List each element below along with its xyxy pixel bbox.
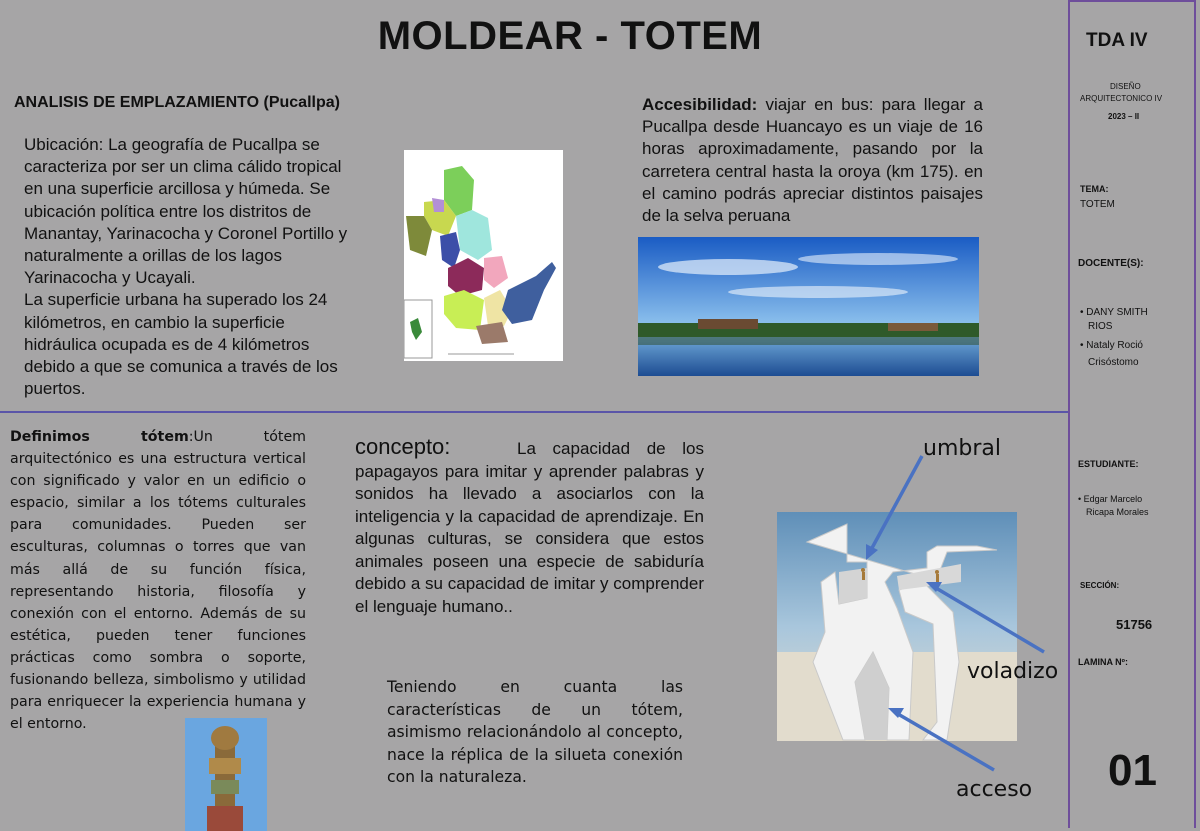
tema-value: TOTEM (1080, 199, 1115, 210)
course-label: TDA IV (1086, 30, 1148, 51)
lamina-label: LAMINA Nº: (1078, 657, 1128, 667)
design-label: DISEÑO (1110, 82, 1141, 91)
docentes-label: DOCENTE(S): (1078, 258, 1144, 269)
accessibility-text: Accesibilidad: viajar en bus: para llegar a Pucallpa desde Huancayo es un viaje de 16 horas aproximadamente, pasando por la carretera central hasta la oroya (km 175). en el camino podrás apreciar distintos paisajes de la selva peruana (642, 95, 983, 226)
docente-2: • Nataly Roció (1080, 340, 1143, 351)
site-analysis-heading: ANALISIS DE EMPLAZAMIENTO (Pucallpa) (14, 94, 340, 111)
voladizo-label: voladizo (967, 659, 1059, 684)
design-label-2: ARQUITECTONICO IV (1080, 94, 1163, 103)
estudiante-label: ESTUDIANTE: (1078, 459, 1139, 469)
lamina-value: 01 (1108, 746, 1157, 795)
seccion-label: SECCIÓN: (1080, 581, 1120, 590)
seccion-value: 51756 (1116, 617, 1153, 632)
site-analysis-text: Ubicación: La geografía de Pucallpa se caracteriza por ser un clima cálido tropical en una superficie arcillosa y húmeda. Se ubicación política entre los distritos de Manantay, Yarinacocha y Coronel Portillo y naturalmente a orillas de los lagos Yarinacocha y Ucayali. La superficie urbana ha superado los 24 kilómetros, en cambio la superficie hidráulica ocupada es de 4 kilómetros debido a que se comunica a través de los puertos. (24, 135, 348, 399)
umbral-arrow (872, 456, 922, 548)
page-title: MOLDEAR - TOTEM (377, 14, 763, 58)
docente-1b: RIOS (1088, 321, 1113, 332)
docente-1: • DANY SMITH (1080, 307, 1148, 318)
conclusion-text: Teniendo en cuanta las características de un tótem, asimismo relacionándolo al concepto, nace la réplica de la silueta conexión con la naturaleza. (387, 678, 683, 786)
docente-2b: Crisóstomo (1088, 357, 1139, 368)
acceso-label: acceso (956, 777, 1033, 802)
concept-text: concepto: La capacidad de los papagayos para imitar y aprender palabras y sonidos ha llevado a asociarlos con la inteligencia y la capacidad de aprendizaje. En algunas culturas, se considera que estos animales poseen una especie de sabiduría debido a su capacidad de imitar y comprender el lenguaje humano.. (355, 434, 704, 616)
totem-definition-text: Definimos tótem:Un tótem arquitectónico es una estructura vertical con significado y valor en un edificio o espacio, similar a los tótems culturales para comunidades. Pueden ser esculturas, columnas o torres que van más allá de su función física, representando historia, filosofía y conexión con el entorno. Además de su estética, pueden tener funciones prácticas como sombra o soporte, fusionando belleza, simbolismo y utilidad para enriquecer la experiencia humana y el entorno. (10, 429, 306, 733)
year-label: 2023 – II (1108, 112, 1140, 121)
estudiante-2: Ricapa Morales (1086, 507, 1149, 517)
estudiante-1: • Edgar Marcelo (1078, 494, 1143, 504)
umbral-label: umbral (923, 436, 1001, 461)
voladizo-arrow (936, 588, 1044, 652)
acceso-arrow (898, 714, 994, 770)
tema-label: TEMA: (1080, 184, 1109, 194)
title-block-sidebar (1068, 0, 1196, 828)
